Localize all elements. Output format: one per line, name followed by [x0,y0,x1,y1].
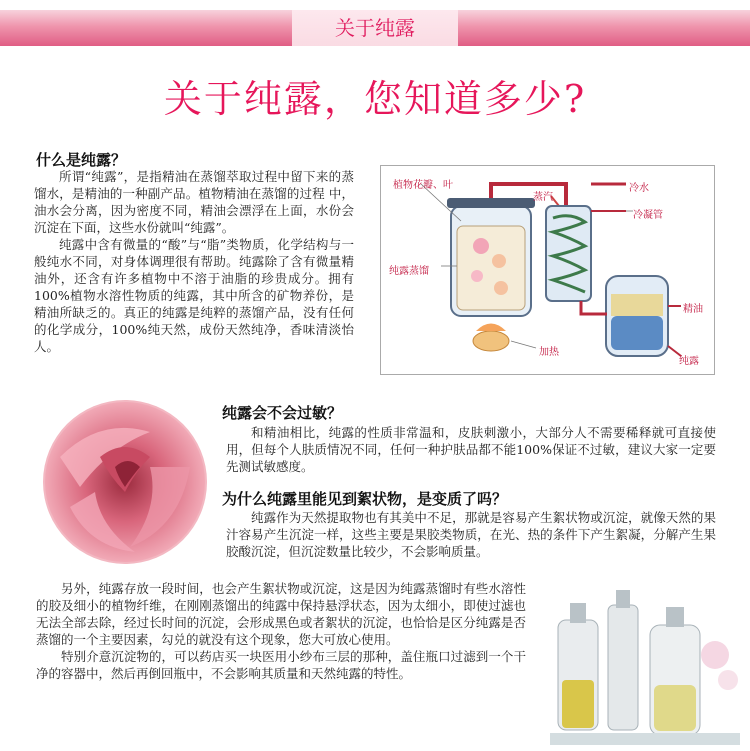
section-floc-text [226,509,716,560]
section-what-text [34,168,354,355]
paragraph: 所谓“纯露”，是指精油在蒸馏萃取过程中留下来的蒸馏水，是精油的一种副产品。植物精油在蒸馏的过程 中，油水会分离，因为密度不同，精油会漂浮在上面，水份会沉淀在下面，这些水份就叫“纯露”。 [34,169,354,235]
label-heat: 加热 [539,347,559,358]
section-heading-allergy: 纯露会不会过敏？ [222,404,343,422]
paragraph: 另外，纯露存放一段时间，也会产生絮状物或沉淀，这是因为纯露蒸馏时有些水溶性的胶及细小的植物纤维，在刚刚蒸馏出的纯露中保持悬浮状态，因为太细小，即使过滤也无法全部去除，经过长时间的沉淀，会形成黑色或者絮状的沉淀，也恰恰是区分纯露是否蒸馏的一个主要因素，勾兑的就没有这个现象，您大可放心使用。 [36,581,526,647]
section-heading-floc: 为什么纯露里能见到絮状物，是变质了吗？ [222,490,508,508]
label-flower: 植物花瓣、叶 [393,180,453,191]
banner-title: 关于纯露 [292,10,458,46]
label-condenser: 冷凝管 [633,210,663,221]
section-storage-text [36,580,526,682]
paragraph: 纯露中含有微量的“酸”与“脂”类物质，化学结构与一般纯水不同，对身体调理很有帮助。纯露除了含有微量精油外，还含有许多植物中不溶于油脂的珍贵成分。拥有100%植物水溶性物质的纯露，其中所含的矿物养份，是精油所缺乏的。真正的纯露是纯粹的蒸馏产品，没有任何的化学成分，100%纯天然，成份天然纯净，香味清淡怡人。 [34,237,354,354]
label-steam: 蒸汽 [533,192,553,203]
page-title: 关于纯露，您知道多少? [163,77,587,121]
paragraph: 纯露作为天然提取物也有其美中不足，那就是容易产生絮状物或沉淀，就像天然的果汁容易产生沉淀一样，这些主要是果胶类物质，在光、热的条件下产生絮凝，分解产生果胶酸沉淀，但沉淀数量比较少，不会影响质量。 [226,510,716,559]
label-distill: 纯露蒸馏 [389,266,429,277]
bottles-image [550,585,740,745]
label-hydrosol: 纯露 [679,356,699,367]
section-allergy-text [226,424,716,475]
distillation-diagram [380,165,715,375]
header-banner [0,10,750,46]
paragraph: 和精油相比，纯露的性质非常温和，皮肤刺激小，大部分人不需要稀释就可直接使用，但每个人肤质情况不同，任何一种护肤品都不能100%保证不过敏，建议大家一定要先测试敏感度。 [226,425,716,474]
rose-image [40,397,210,567]
label-oil: 精油 [683,304,703,315]
paragraph: 特别介意沉淀物的，可以药店买一块医用小纱布三层的那种，盖住瓶口过滤到一个干净的容器中，然后再倒回瓶中，不会影响其质量和天然纯露的特性。 [36,649,526,681]
label-cold-water: 冷水 [629,183,649,194]
section-heading-what: 什么是纯露？ [36,151,127,169]
